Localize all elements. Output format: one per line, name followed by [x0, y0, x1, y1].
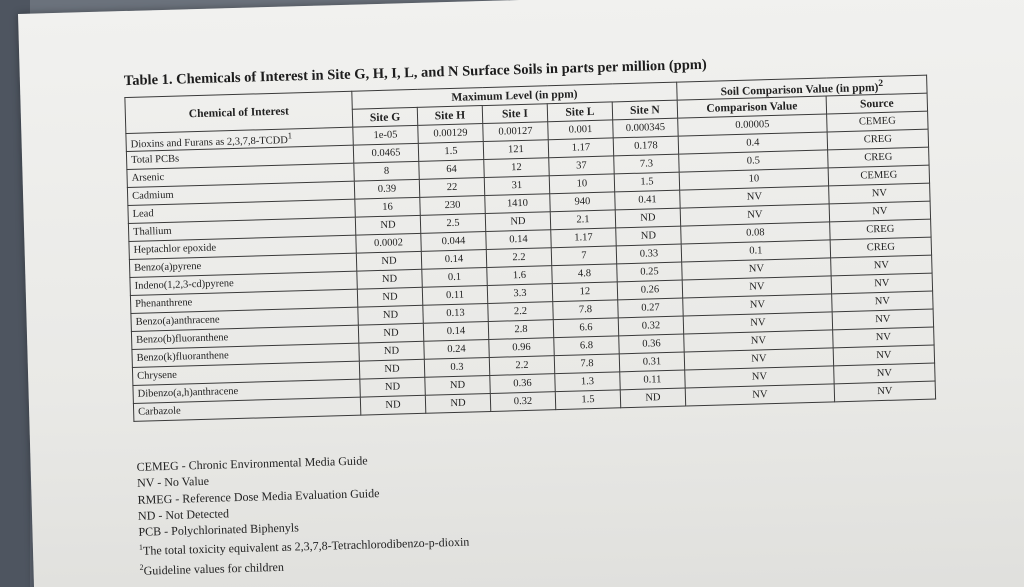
footnote-text: CEMEG - Chronic Environmental Media Guide	[136, 453, 368, 474]
header-maximum-level: Maximum Level (in ppm)	[352, 82, 677, 109]
max-level-cell: 0.3	[424, 357, 489, 377]
max-level-cell: ND	[616, 226, 681, 246]
max-level-cell: 1.17	[548, 138, 613, 158]
header-site-1: Site H	[417, 106, 482, 126]
chemical-name: Benzo(b)fluoranthene	[136, 332, 229, 346]
max-level-cell: ND	[615, 208, 680, 228]
source-cell: NV	[832, 309, 933, 330]
max-level-cell: 0.11	[422, 286, 487, 306]
chemical-name: Total PCBs	[130, 153, 180, 166]
max-level-cell: 2.2	[486, 248, 551, 268]
max-level-cell: 0.001	[548, 120, 613, 140]
header-site-3: Site L	[547, 102, 612, 122]
source-cell: NV	[834, 363, 935, 384]
table-body	[126, 111, 936, 421]
source-cell: NV	[832, 291, 933, 312]
max-level-cell: 8	[354, 161, 419, 181]
footnote-mark: 2	[878, 77, 884, 89]
comparison-value-cell: NV	[684, 348, 833, 370]
max-level-cell: 0.26	[617, 280, 682, 300]
max-level-cell: 0.14	[421, 250, 486, 270]
max-level-cell: 121	[483, 140, 548, 160]
max-level-cell: 0.36	[619, 334, 684, 354]
max-level-cell: 230	[420, 196, 485, 216]
header-source: Source	[826, 93, 927, 114]
max-level-cell: 37	[549, 156, 614, 176]
max-level-cell: 0.36	[490, 374, 555, 394]
max-level-cell: 2.2	[488, 302, 553, 322]
max-level-cell: 0.31	[619, 352, 684, 372]
source-cell: NV	[833, 327, 934, 348]
max-level-cell: ND	[358, 323, 423, 343]
chemical-name: Benzo(a)anthracene	[135, 314, 220, 328]
max-level-cell: ND	[425, 375, 490, 395]
max-level-cell: 7.8	[554, 354, 619, 374]
max-level-cell: ND	[358, 305, 423, 325]
chemical-name: Phenanthrene	[134, 297, 193, 310]
footnote-text: NV - No Value	[136, 474, 210, 491]
source-cell: CEMEG	[827, 111, 928, 132]
chemical-name: Chrysene	[137, 369, 177, 382]
footnote-text: The total toxicity equivalent as 2,3,7,8-Tetrachlorodibenzo-p-dioxin	[142, 535, 470, 559]
max-level-cell: 1410	[485, 194, 550, 214]
max-level-cell: ND	[360, 395, 425, 415]
header-site-4: Site N	[612, 100, 677, 120]
max-level-cell: 1.17	[551, 228, 616, 248]
max-level-cell: ND	[355, 215, 420, 235]
footnote-text: ND - Not Detected	[137, 506, 230, 523]
max-level-cell: ND	[359, 359, 424, 379]
max-level-cell: 0.27	[618, 298, 683, 318]
source-cell: CREG	[830, 219, 931, 240]
max-level-cell: ND	[357, 269, 422, 289]
comparison-value-cell: NV	[682, 258, 831, 280]
max-level-cell: 940	[550, 192, 615, 212]
chemical-name: Heptachlor epoxide	[133, 242, 217, 256]
comparison-value-cell: NV	[685, 384, 834, 406]
max-level-cell: ND	[357, 287, 422, 307]
chemicals-table	[124, 75, 936, 422]
max-level-cell: 0.178	[613, 136, 678, 156]
max-level-cell: 0.14	[423, 321, 488, 341]
chemical-name: Dioxins and Furans as 2,3,7,8-TCDD	[130, 134, 288, 151]
header-soil-comparison-text: Soil Comparison Value (in ppm)	[720, 81, 879, 98]
header-site-2: Site I	[482, 104, 547, 124]
max-level-cell: 0.00129	[418, 124, 483, 144]
max-level-cell: ND	[356, 251, 421, 271]
table-title: Table 1. Chemicals of Interest in Site G, H, I, L, and N Surface Soils in parts per million (ppm)	[123, 56, 707, 90]
source-cell: NV	[831, 255, 932, 276]
max-level-cell: 1.6	[487, 266, 552, 286]
max-level-cell: 7.8	[553, 300, 618, 320]
comparison-value-cell: NV	[680, 186, 829, 208]
header-comparison-value: Comparison Value	[677, 96, 826, 118]
chemical-name: Lead	[132, 208, 154, 220]
max-level-cell: ND	[359, 341, 424, 361]
max-level-cell: 0.24	[424, 339, 489, 359]
max-level-cell: 3.3	[487, 284, 552, 304]
max-level-cell: 12	[552, 282, 617, 302]
comparison-value-cell: NV	[683, 294, 832, 316]
max-level-cell: 2.2	[489, 356, 554, 376]
source-cell: NV	[833, 345, 934, 366]
max-level-cell: 4.8	[552, 264, 617, 284]
max-level-cell: 0.25	[617, 262, 682, 282]
max-level-cell: 1.5	[614, 172, 679, 192]
max-level-cell: 1.5	[555, 390, 620, 410]
footnote-mark: 1	[287, 130, 293, 141]
max-level-cell: 1e-05	[353, 125, 418, 145]
source-cell: CREG	[828, 147, 929, 168]
max-level-cell: 0.044	[421, 232, 486, 252]
max-level-cell: 12	[484, 158, 549, 178]
max-level-cell: ND	[620, 388, 685, 408]
header-site-0: Site G	[352, 107, 417, 127]
max-level-cell: 0.33	[616, 244, 681, 264]
source-cell: CEMEG	[828, 165, 929, 186]
footnotes	[136, 450, 470, 579]
footnote-text: RMEG - Reference Dose Media Evaluation Guide	[137, 485, 380, 507]
max-level-cell: 16	[355, 197, 420, 217]
max-level-cell: 7	[551, 246, 616, 266]
chemical-name: Thallium	[132, 225, 172, 238]
comparison-value-cell: 0.00005	[678, 114, 827, 136]
max-level-cell: ND	[485, 212, 550, 232]
max-level-cell: 2.8	[488, 320, 553, 340]
max-level-cell: 22	[419, 178, 484, 198]
max-level-cell: 0.0002	[356, 233, 421, 253]
max-level-cell: 0.41	[615, 190, 680, 210]
chemical-name: Benzo(a)pyrene	[133, 260, 202, 274]
max-level-cell: 0.13	[423, 303, 488, 323]
max-level-cell: 0.32	[618, 316, 683, 336]
max-level-cell: ND	[425, 393, 490, 413]
max-level-cell: 31	[484, 176, 549, 196]
header-chemical: Chemical of Interest	[125, 91, 353, 133]
max-level-cell: 2.5	[420, 214, 485, 234]
max-level-cell: 0.14	[486, 230, 551, 250]
chemical-name: Carbazole	[138, 405, 181, 418]
printed-page	[18, 0, 1024, 587]
footnote-mark: 1	[138, 543, 144, 553]
source-cell: NV	[834, 381, 935, 402]
comparison-value-cell: 10	[679, 168, 828, 190]
max-level-cell: 64	[419, 160, 484, 180]
chemical-name: Indeno(1,2,3-cd)pyrene	[134, 278, 234, 292]
comparison-value-cell: 0.4	[678, 132, 827, 154]
max-level-cell: 0.0465	[353, 143, 418, 163]
max-level-cell: 1.3	[555, 372, 620, 392]
comparison-value-cell: NV	[680, 204, 829, 226]
comparison-value-cell: 0.5	[679, 150, 828, 172]
chemical-name: Cadmium	[131, 189, 174, 202]
comparison-value-cell: NV	[682, 276, 831, 298]
max-level-cell: 0.32	[490, 392, 555, 412]
chemical-name: Arsenic	[131, 171, 165, 184]
max-level-cell: 0.000345	[613, 118, 678, 138]
source-cell: NV	[829, 201, 930, 222]
comparison-value-cell: 0.08	[681, 222, 830, 244]
comparison-value-cell: NV	[683, 312, 832, 334]
max-level-cell: ND	[360, 377, 425, 397]
max-level-cell: 0.96	[489, 338, 554, 358]
footnote-text: Guideline values for children	[143, 559, 285, 578]
max-level-cell: 0.11	[620, 370, 685, 390]
max-level-cell: 6.8	[554, 336, 619, 356]
source-cell: NV	[831, 273, 932, 294]
max-level-cell: 10	[549, 174, 614, 194]
max-level-cell: 0.1	[422, 268, 487, 288]
max-level-cell: 6.6	[553, 318, 618, 338]
chemical-name: Benzo(k)fluoranthene	[136, 350, 229, 364]
source-cell: NV	[829, 183, 930, 204]
comparison-value-cell: NV	[684, 330, 833, 352]
chemical-name: Dibenzo(a,h)anthracene	[137, 386, 239, 400]
comparison-value-cell: NV	[685, 366, 834, 388]
source-cell: CREG	[830, 237, 931, 258]
max-level-cell: 7.3	[614, 154, 679, 174]
max-level-cell: 0.00127	[483, 122, 548, 142]
comparison-value-cell: 0.1	[681, 240, 830, 262]
footnote-text: PCB - Polychlorinated Biphenyls	[138, 520, 299, 540]
max-level-cell: 2.1	[550, 210, 615, 230]
source-cell: CREG	[827, 129, 928, 150]
max-level-cell: 0.39	[354, 179, 419, 199]
max-level-cell: 1.5	[418, 142, 483, 162]
footnote-mark: 2	[139, 562, 144, 572]
